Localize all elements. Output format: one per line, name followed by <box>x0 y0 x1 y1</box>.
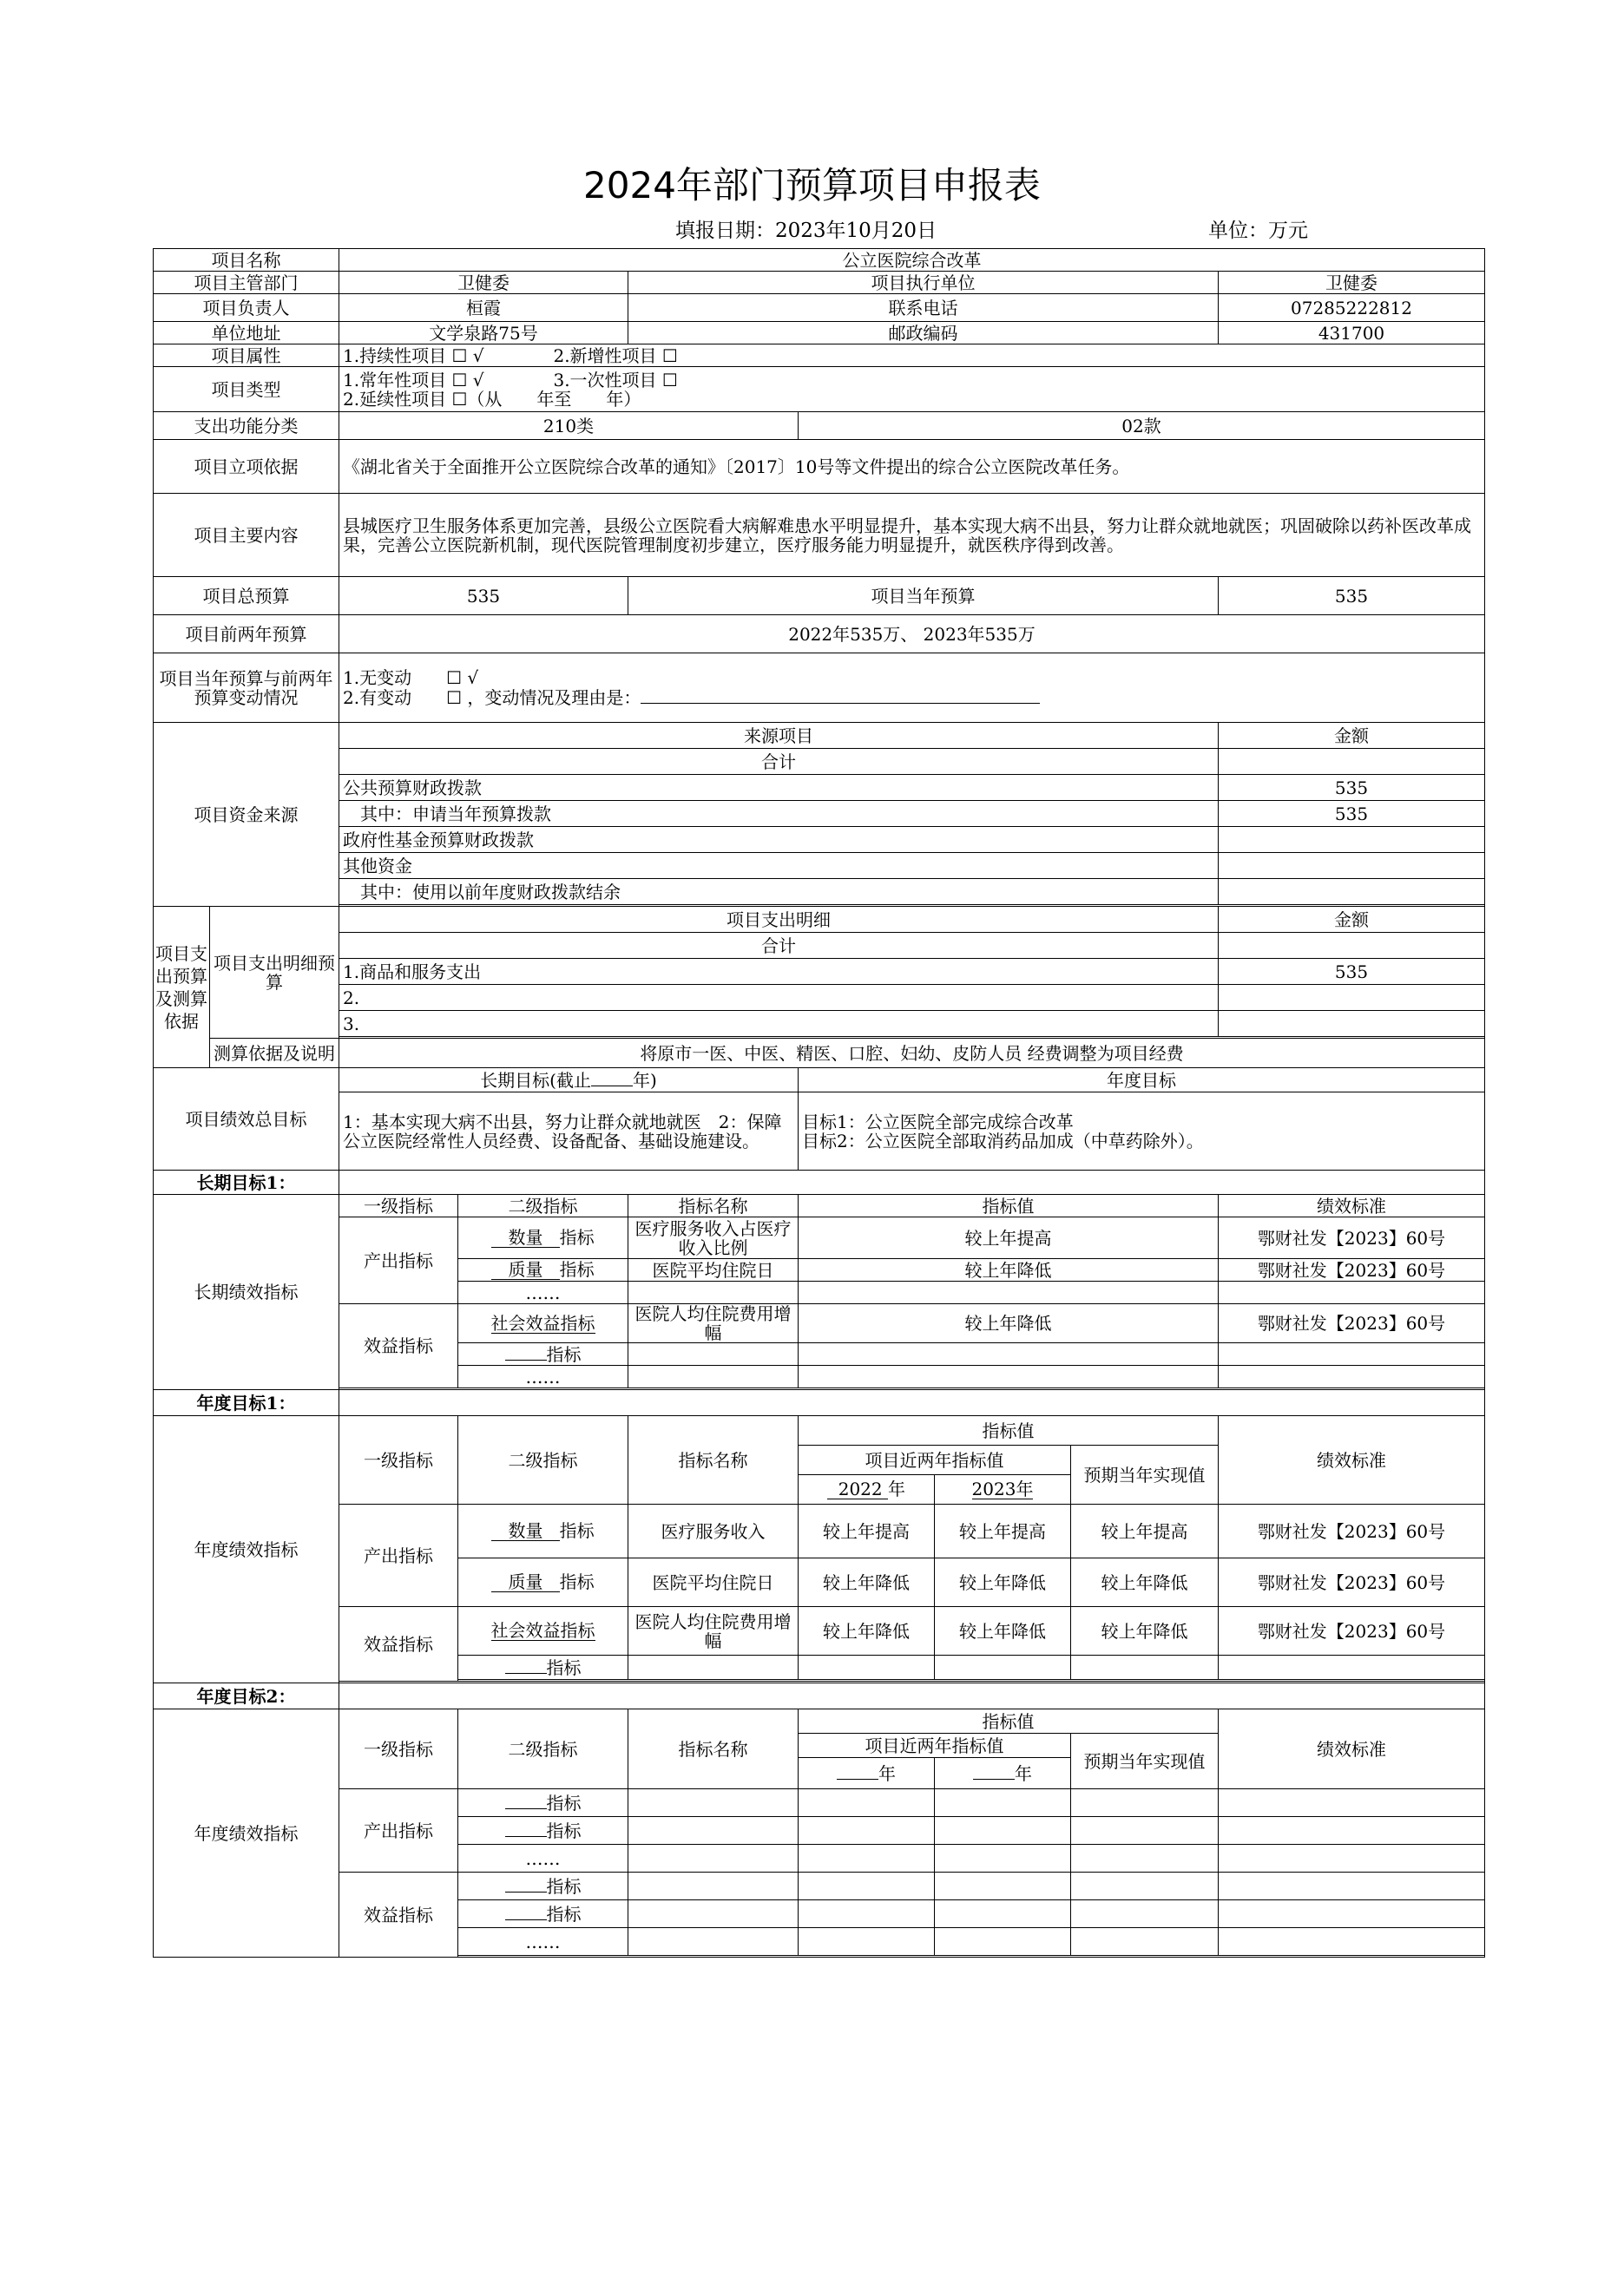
year2-year-a <box>799 1758 935 1789</box>
funding-item-amount <box>1219 879 1485 905</box>
blank <box>505 1657 547 1674</box>
change-line-1: 1.无变动 ☐ √ <box>343 667 479 688</box>
funding-item-amount <box>1219 827 1485 853</box>
long-ellipsis: …… <box>458 1366 628 1388</box>
project-name-label: 项目名称 <box>154 249 339 272</box>
row-year2-item <box>154 1873 1485 1900</box>
year1-name: 医院人均住院费用增幅 <box>628 1607 799 1656</box>
attribute-value: 1.持续性项目 ☐ √ 2.新增性项目 ☐ <box>339 344 1485 367</box>
row-funding-item <box>154 853 1485 879</box>
row-expense-item <box>154 1011 1485 1037</box>
year2-col-std: 绩效标准 <box>1219 1709 1485 1789</box>
reason-blank <box>641 687 1040 704</box>
year2-empty <box>628 1900 799 1928</box>
funding-col-source: 来源项目 <box>339 723 1219 749</box>
long-l2-text: 社会效益指标 <box>490 1312 595 1334</box>
long-col-name: 指标名称 <box>628 1195 799 1217</box>
year1-l2-blank <box>491 1521 559 1541</box>
type-line-2: 2.延续性项目 ☐（从 年至 年） <box>343 388 641 410</box>
year2-col-name: 指标名称 <box>628 1709 799 1789</box>
basis-value: 《湖北省关于全面推开公立医院综合改革的通知》〔2017〕10号等文件提出的综合公立医院改革任务。 <box>339 440 1485 494</box>
year2-l2-suffix: 指标 <box>546 1876 582 1897</box>
funding-item-amount <box>1219 853 1485 879</box>
funding-total-value <box>1219 749 1485 775</box>
year1-b: 较上年降低 <box>935 1558 1071 1607</box>
content-value: 县城医疗卫生服务体系更加完善，县级公立医院看大病解难患水平明显提升，基本实现大病不出县，努力让群众就地就医；巩固破除以药补医改革成果，完善公立医院新机制，现代医院管理制度初步建立，医疗服务能力明显提升，就医秩序得到改善。 <box>339 494 1485 577</box>
year1-output-label: 产出指标 <box>339 1505 458 1607</box>
year1-year-a-suffix: 年 <box>887 1479 905 1499</box>
calc-label: 测算依据及说明 <box>210 1039 339 1068</box>
row-basis <box>154 440 1485 494</box>
row-year1-heading <box>154 1390 1485 1416</box>
row-expense-total <box>154 933 1485 959</box>
blank <box>837 1763 878 1780</box>
year1-l2-suffix: 指标 <box>559 1571 595 1592</box>
long-l2-suffix: 指标 <box>546 1344 582 1365</box>
year2-l2 <box>458 1817 628 1845</box>
long-l2-text: 数量 <box>508 1227 543 1248</box>
year2-l2 <box>458 1789 628 1817</box>
year2-empty <box>628 1873 799 1900</box>
year1-l2-suffix: 指标 <box>559 1520 595 1541</box>
year1-expect: 较上年提高 <box>1071 1505 1219 1558</box>
blank <box>505 1793 547 1809</box>
row-attribute <box>154 344 1485 367</box>
year1-empty <box>628 1656 799 1680</box>
year1-std: 鄂财社发【2023】60号 <box>1219 1558 1485 1607</box>
prev-budget-value: 2022年535万、 2023年535万 <box>339 615 1485 653</box>
row-expense-header <box>154 907 1485 933</box>
long-empty <box>628 1366 799 1388</box>
row-year1-item <box>154 1607 1485 1656</box>
year1-label: 年度绩效指标 <box>154 1416 339 1683</box>
row-budget-change <box>154 653 1485 723</box>
change-line-2 <box>343 687 1481 707</box>
year1-empty <box>1219 1656 1485 1680</box>
calc-value: 将原市一医、中医、精医、口腔、妇幼、皮防人员 经费调整为项目经费 <box>339 1039 1485 1068</box>
year2-empty <box>1219 1789 1485 1817</box>
row-funding-item <box>154 827 1485 853</box>
year1-l2 <box>458 1656 628 1680</box>
phone-label: 联系电话 <box>628 294 1219 322</box>
expense-item-name: 1.商品和服务支出 <box>339 959 1219 985</box>
long-empty <box>628 1282 799 1304</box>
long-l2-text: 质量 <box>508 1259 543 1280</box>
year1-empty <box>1071 1656 1219 1680</box>
funding-item-name: 政府性基金预算财政拨款 <box>339 827 1219 853</box>
year2-empty <box>935 1873 1071 1900</box>
address-value: 文学泉路75号 <box>339 322 628 344</box>
year1-year-a-value <box>827 1479 888 1499</box>
year2-empty <box>1219 1845 1485 1873</box>
phone-value: 07285222812 <box>1219 294 1485 322</box>
year2-empty <box>1071 1817 1219 1845</box>
year1-year-b <box>935 1475 1071 1505</box>
year1-l2-suffix: 指标 <box>546 1657 582 1678</box>
year2-empty <box>799 1928 935 1956</box>
year1-empty <box>799 1656 935 1680</box>
dept-value: 卫健委 <box>339 272 628 294</box>
year2-empty <box>628 1928 799 1956</box>
year1-year-a <box>799 1475 935 1505</box>
year1-l2-text: 数量 <box>508 1520 543 1541</box>
year1-col-expect: 预期当年实现值 <box>1071 1446 1219 1505</box>
year1-l2 <box>458 1558 628 1607</box>
perf-long-text: 1：基本实现大病不出县，努力让群众就地就医 2：保障公立医院经常性人员经费、设备配备、基础设施建设。 <box>339 1092 799 1171</box>
row-year2-heading <box>154 1683 1485 1709</box>
attribute-label: 项目属性 <box>154 344 339 367</box>
row-function <box>154 412 1485 440</box>
year2-empty <box>935 1789 1071 1817</box>
perf-long-header-pre: 长期目标(截止 <box>480 1070 591 1091</box>
year2-empty <box>628 1845 799 1873</box>
long-l2 <box>458 1304 628 1343</box>
year1-benefit-label: 效益指标 <box>339 1607 458 1682</box>
spacer-cell <box>458 1956 1485 1958</box>
funding-col-amount: 金额 <box>1219 723 1485 749</box>
year2-empty <box>1219 1900 1485 1928</box>
perf-long-header <box>339 1068 799 1092</box>
perf-year-text <box>799 1092 1485 1171</box>
year2-output-label: 产出指标 <box>339 1789 458 1873</box>
year2-year-b <box>935 1758 1071 1789</box>
budget-change-value <box>339 653 1485 723</box>
expense-item-name: 3. <box>339 1011 1219 1037</box>
year2-empty <box>799 1845 935 1873</box>
row-long-goal-item <box>154 1217 1485 1259</box>
year1-b: 较上年降低 <box>935 1607 1071 1656</box>
zip-value: 431700 <box>1219 322 1485 344</box>
row-year2-item <box>154 1789 1485 1817</box>
year2-heading-blank <box>339 1683 1485 1709</box>
year2-empty <box>1071 1928 1219 1956</box>
type-value <box>339 367 1485 412</box>
year2-col-value: 指标值 <box>799 1709 1219 1734</box>
row-year2-header <box>154 1709 1485 1734</box>
total-budget-label: 项目总预算 <box>154 577 339 615</box>
long-name: 医疗服务收入占医疗收入比例 <box>628 1217 799 1259</box>
fill-date: 填报日期：2023年10月20日 <box>675 220 937 242</box>
row-perf-header <box>154 1068 1485 1092</box>
function-class: 210类 <box>339 412 799 440</box>
long-empty <box>799 1343 1219 1366</box>
leader-value: 桓霞 <box>339 294 628 322</box>
expense-item-amount <box>1219 1011 1485 1037</box>
year1-expect: 较上年降低 <box>1071 1558 1219 1607</box>
current-budget-label: 项目当年预算 <box>628 577 1219 615</box>
row-perf-content <box>154 1092 1485 1171</box>
year2-empty <box>1071 1789 1219 1817</box>
budget-change-label: 项目当年预算与前两年预算变动情况 <box>154 653 339 723</box>
expense-item-amount: 535 <box>1219 959 1485 985</box>
year2-empty <box>935 1817 1071 1845</box>
budget-form <box>153 248 1485 1958</box>
year2-empty <box>799 1900 935 1928</box>
year1-a: 较上年降低 <box>799 1607 935 1656</box>
expense-item-name: 2. <box>339 985 1219 1011</box>
long-empty <box>799 1282 1219 1304</box>
type-label: 项目类型 <box>154 367 339 412</box>
year2-empty <box>628 1817 799 1845</box>
year2-ellipsis: …… <box>458 1928 628 1956</box>
long-std: 鄂财社发【2023】60号 <box>1219 1304 1485 1343</box>
row-project-name <box>154 249 1485 272</box>
year2-l2-suffix: 指标 <box>546 1820 582 1841</box>
zip-label: 邮政编码 <box>628 322 1219 344</box>
long-std: 鄂财社发【2023】60号 <box>1219 1259 1485 1282</box>
exec-unit-label: 项目执行单位 <box>628 272 1219 294</box>
row-expense-item <box>154 985 1485 1011</box>
long-ellipsis: …… <box>458 1282 628 1304</box>
funding-item-name: 其中：使用以前年度财政拨款结余 <box>339 879 1219 905</box>
blank <box>505 1904 547 1920</box>
long-goal-label: 长期绩效指标 <box>154 1195 339 1390</box>
dept-label: 项目主管部门 <box>154 272 339 294</box>
year1-col-recent: 项目近两年指标值 <box>799 1446 1071 1475</box>
row-total-budget <box>154 577 1485 615</box>
long-value: 较上年提高 <box>799 1217 1219 1259</box>
year1-l2-text: 质量 <box>508 1571 543 1592</box>
year1-expect: 较上年降低 <box>1071 1607 1219 1656</box>
row-calc <box>154 1039 1485 1068</box>
long-value: 较上年降低 <box>799 1304 1219 1343</box>
year2-l2-suffix: 指标 <box>546 1793 582 1814</box>
row-dept <box>154 272 1485 294</box>
year1-col-l2: 二级指标 <box>458 1416 628 1505</box>
year1-year-a-text: 2022 <box>838 1479 883 1499</box>
year1-heading: 年度目标1： <box>154 1390 339 1416</box>
function-item: 02款 <box>799 412 1485 440</box>
year2-col-l2: 二级指标 <box>458 1709 628 1789</box>
perf-year-line-1: 目标1：公立医院全部完成综合改革 <box>802 1111 1074 1132</box>
long-l2 <box>458 1259 628 1282</box>
year2-l2 <box>458 1873 628 1900</box>
leader-label: 项目负责人 <box>154 294 339 322</box>
expense-col-detail: 项目支出明细 <box>339 907 1219 933</box>
year2-year-a-suffix: 年 <box>878 1763 896 1784</box>
year2-col-expect: 预期当年实现值 <box>1071 1734 1219 1789</box>
year2-label: 年度绩效指标 <box>154 1709 339 1958</box>
year2-col-l1: 一级指标 <box>339 1709 458 1789</box>
long-col-l2: 二级指标 <box>458 1195 628 1217</box>
funding-item-amount: 535 <box>1219 775 1485 801</box>
long-benefit-label: 效益指标 <box>339 1304 458 1388</box>
long-col-std: 绩效标准 <box>1219 1195 1485 1217</box>
year2-empty <box>935 1845 1071 1873</box>
funding-item-name: 其中：申请当年预算拨款 <box>339 801 1219 827</box>
year1-l2 <box>458 1505 628 1558</box>
expense-col-amount: 金额 <box>1219 907 1485 933</box>
row-long-goal-heading <box>154 1171 1485 1195</box>
exec-unit-value: 卫健委 <box>1219 272 1485 294</box>
long-empty <box>628 1343 799 1366</box>
row-long-goal-header <box>154 1195 1485 1217</box>
row-prev-budget <box>154 615 1485 653</box>
row-funding-total <box>154 749 1485 775</box>
long-name: 医院平均住院日 <box>628 1259 799 1282</box>
expense-outer-label: 项目支出预算及测算依据 <box>154 907 210 1068</box>
year1-std: 鄂财社发【2023】60号 <box>1219 1505 1485 1558</box>
year1-name: 医疗服务收入 <box>628 1505 799 1558</box>
unit-label: 单位：万元 <box>1208 220 1308 242</box>
current-budget-value: 535 <box>1219 577 1485 615</box>
row-address <box>154 322 1485 344</box>
row-year1-header <box>154 1416 1485 1446</box>
long-l2-suffix: 指标 <box>559 1227 595 1248</box>
basis-label: 项目立项依据 <box>154 440 339 494</box>
year1-l2-blank <box>491 1572 559 1592</box>
row-expense-item <box>154 959 1485 985</box>
year1-name: 医院平均住院日 <box>628 1558 799 1607</box>
content-label: 项目主要内容 <box>154 494 339 577</box>
row-funding-item <box>154 775 1485 801</box>
year-blank <box>591 1070 633 1086</box>
long-empty <box>1219 1282 1485 1304</box>
row-long-goal-item <box>154 1304 1485 1343</box>
type-line-1: 1.常年性项目 ☐ √ 3.一次性项目 ☐ <box>343 369 678 390</box>
blank <box>505 1876 547 1893</box>
year2-empty <box>1071 1873 1219 1900</box>
expense-total-label: 合计 <box>339 933 1219 959</box>
long-col-value: 指标值 <box>799 1195 1219 1217</box>
year2-benefit-label: 效益指标 <box>339 1873 458 1958</box>
change-line-2-text: 2.有变动 ☐ ，变动情况及理由是： <box>343 687 641 708</box>
year2-empty <box>1219 1873 1485 1900</box>
blank <box>505 1820 547 1837</box>
long-l2-blank <box>491 1228 559 1248</box>
year1-l2 <box>458 1607 628 1656</box>
expense-item-amount <box>1219 985 1485 1011</box>
long-l2-blank <box>491 1260 559 1280</box>
address-label: 单位地址 <box>154 322 339 344</box>
page-title: 2024年部门预算项目申报表 <box>583 164 1041 207</box>
year1-year-b-value: 2023年 <box>971 1479 1034 1499</box>
perf-label: 项目绩效总目标 <box>154 1068 339 1171</box>
year2-empty <box>799 1789 935 1817</box>
row-funding-header <box>154 723 1485 749</box>
row-funding-item <box>154 879 1485 905</box>
year2-empty <box>799 1817 935 1845</box>
long-l2 <box>458 1343 628 1366</box>
year1-l2-text: 社会效益指标 <box>490 1620 595 1641</box>
funding-total-label: 合计 <box>339 749 1219 775</box>
long-l2-suffix: 指标 <box>559 1259 595 1280</box>
row-content <box>154 494 1485 577</box>
perf-year-line-2: 目标2：公立医院全部取消药品加成（中草药除外）。 <box>802 1130 1204 1151</box>
year1-empty <box>935 1656 1071 1680</box>
long-col-l1: 一级指标 <box>339 1195 458 1217</box>
long-output-label: 产出指标 <box>339 1217 458 1304</box>
long-std: 鄂财社发【2023】60号 <box>1219 1217 1485 1259</box>
year2-empty <box>628 1789 799 1817</box>
year2-l2 <box>458 1900 628 1928</box>
year2-empty <box>935 1928 1071 1956</box>
funding-label: 项目资金来源 <box>154 723 339 907</box>
long-value: 较上年降低 <box>799 1259 1219 1282</box>
blank <box>973 1763 1015 1780</box>
funding-item-name: 公共预算财政拨款 <box>339 775 1219 801</box>
row-type <box>154 367 1485 412</box>
year2-empty <box>799 1873 935 1900</box>
year1-b: 较上年提高 <box>935 1505 1071 1558</box>
year2-col-recent: 项目近两年指标值 <box>799 1734 1071 1758</box>
year1-std: 鄂财社发【2023】60号 <box>1219 1607 1485 1656</box>
year2-empty <box>935 1900 1071 1928</box>
funding-item-name: 其他资金 <box>339 853 1219 879</box>
long-goal-heading: 长期目标1： <box>154 1171 339 1195</box>
perf-long-header-post: 年) <box>633 1070 657 1091</box>
year1-a: 较上年降低 <box>799 1558 935 1607</box>
year1-a: 较上年提高 <box>799 1505 935 1558</box>
total-budget-value: 535 <box>339 577 628 615</box>
blank <box>505 1344 547 1361</box>
long-name: 医院人均住院费用增幅 <box>628 1304 799 1343</box>
long-l2 <box>458 1217 628 1259</box>
year2-heading: 年度目标2： <box>154 1683 339 1709</box>
funding-item-amount: 535 <box>1219 801 1485 827</box>
project-name-value: 公立医院综合改革 <box>339 249 1485 272</box>
year2-empty <box>1219 1817 1485 1845</box>
expense-total-value <box>1219 933 1485 959</box>
perf-year-header: 年度目标 <box>799 1068 1485 1092</box>
long-goal-heading-blank <box>339 1171 1485 1195</box>
year2-ellipsis: …… <box>458 1845 628 1873</box>
year1-col-std: 绩效标准 <box>1219 1416 1485 1505</box>
function-label: 支出功能分类 <box>154 412 339 440</box>
year2-l2-suffix: 指标 <box>546 1904 582 1925</box>
long-empty <box>1219 1343 1485 1366</box>
year1-col-l1: 一级指标 <box>339 1416 458 1505</box>
year2-empty <box>1071 1900 1219 1928</box>
expense-detail-label: 项目支出明细预算 <box>210 907 339 1039</box>
long-empty <box>799 1366 1219 1388</box>
year2-year-b-suffix: 年 <box>1015 1763 1032 1784</box>
row-year1-item <box>154 1505 1485 1558</box>
year2-empty <box>1071 1845 1219 1873</box>
row-funding-item <box>154 801 1485 827</box>
year2-empty <box>1219 1928 1485 1956</box>
year1-col-value: 指标值 <box>799 1416 1219 1446</box>
long-empty <box>1219 1366 1485 1388</box>
prev-budget-label: 项目前两年预算 <box>154 615 339 653</box>
year1-col-name: 指标名称 <box>628 1416 799 1505</box>
row-leader <box>154 294 1485 322</box>
year1-heading-blank <box>339 1390 1485 1416</box>
